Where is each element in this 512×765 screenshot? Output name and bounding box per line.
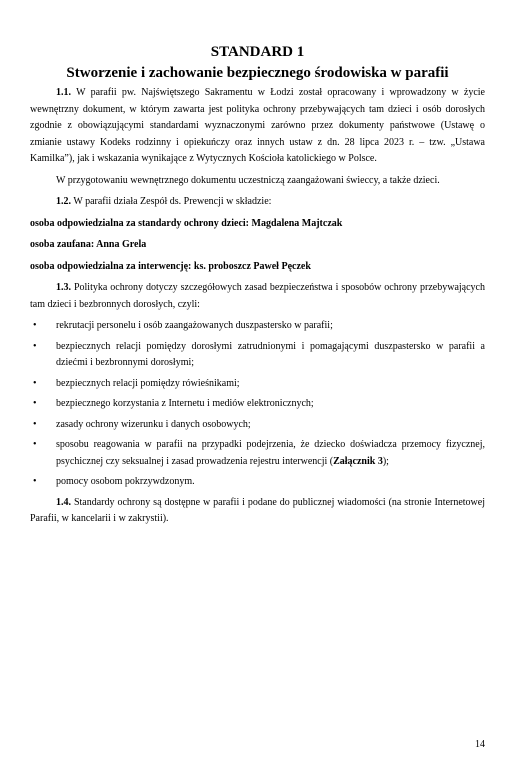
bullet-icon: • bbox=[33, 340, 37, 352]
list-item: • zasady ochrony wizerunku i danych osobowych; bbox=[30, 417, 485, 434]
standard-subtitle: Stworzenie i zachowanie bezpiecznego środowiska w parafii bbox=[66, 65, 449, 81]
section-1-1-continued: W przygotowaniu wewnętrznego dokumentu uczestniczą zaangażowani świeccy, a także dzieci. bbox=[56, 174, 440, 186]
team-member-trusted: osoba zaufana: Anna Grela bbox=[30, 239, 147, 250]
bullet-icon: • bbox=[33, 377, 37, 389]
section-text: Standardy ochrony są dostępne w parafii i podane do publicznej wiadomości (na stronie Internetowej Parafii, w kancelarii i w zakrystii). bbox=[30, 496, 485, 524]
bullet-icon: • bbox=[33, 418, 37, 430]
list-item: • rekrutacji personelu i osób zaangażowanych duszpastersko w parafii; bbox=[30, 318, 485, 335]
section-1-1 bbox=[30, 85, 485, 168]
section-label: 1.1. bbox=[56, 87, 71, 98]
bullet-icon: • bbox=[33, 320, 37, 331]
bullet-icon: • bbox=[33, 439, 37, 450]
section-1-3 bbox=[30, 280, 485, 313]
standard-title: STANDARD 1 bbox=[210, 44, 305, 60]
bullet-icon: • bbox=[33, 398, 37, 409]
section-text: W parafii działa Zespół ds. Prewencji w składzie: bbox=[73, 196, 272, 207]
list-item: • pomocy osobom pokrzywdzonym. bbox=[30, 474, 485, 491]
section-label: 1.4. bbox=[56, 496, 71, 508]
section-label: 1.3. bbox=[56, 282, 71, 293]
team-member-intervention: osoba odpowiedzialna za interwencję: ks. proboszcz Paweł Pęczek bbox=[30, 260, 311, 272]
section-label: 1.2. bbox=[56, 196, 71, 207]
list-item: • sposobu reagowania w parafii na przypadki podejrzenia, że dziecko doświadcza przemocy fizycznej, psychicznej czy seksualnej i zasad prowadzenia rejestru interwencji (Załącznik 3); bbox=[33, 439, 485, 467]
bullet-icon: • bbox=[33, 476, 37, 487]
section-1-2 bbox=[30, 194, 485, 211]
section-text: Polityka ochrony dotyczy szczegółowych zasad bezpieczeństwa i sposobów ochrony przebywających tam dzieci i bezbronnych dorosłych, czyli: bbox=[30, 282, 485, 310]
annex-reference: Załącznik 3 bbox=[333, 455, 383, 467]
section-1-4 bbox=[30, 495, 485, 528]
list-item: • bezpiecznego korzystania z Internetu i mediów elektronicznych; bbox=[30, 396, 485, 413]
team-member-standards: osoba odpowiedzialna za standardy ochrony dzieci: Magdalena Majtczak bbox=[30, 217, 343, 229]
section-text: W parafii pw. Najświętszego Sakramentu w Łodzi został opracowany i wprowadzony w życie wewnętrzny dokument, w którym zawarta jest polityka ochrony przebywających tam dzieci i osób dorosłych zgodnie z obowiązującymi standardami wyznaczonymi zarówno przez dokumenty państwowe (Ustawę o zmianie ustawy Kodeks rodzinny i opiekuńczy oraz innych ustaw z dn. 28 lipca 2023 r. – tzw. „Ustawa Kamilka”), jak i wskazania wynikające z Wytycznych Kościoła katolickiego w Polsce. bbox=[30, 87, 485, 164]
policy-scope-list bbox=[30, 318, 485, 491]
list-item: • bezpiecznych relacji pomiędzy rówieśnikami; bbox=[30, 376, 485, 393]
list-item: • bezpiecznych relacji pomiędzy dorosłymi zatrudnionymi i pomagającymi duszpastersko w parafii a dziećmi i bezbronnymi dorosłymi; bbox=[33, 340, 485, 368]
page-number: 14 bbox=[475, 739, 485, 750]
document-page bbox=[30, 42, 485, 533]
